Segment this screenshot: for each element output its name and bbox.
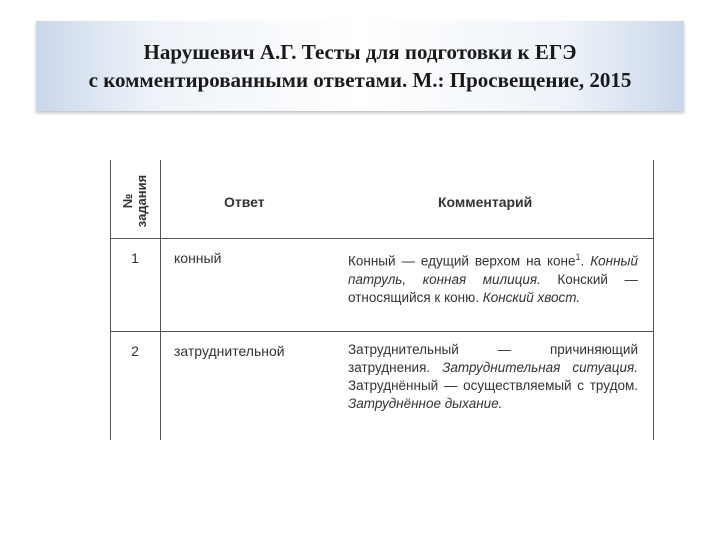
table-right-border: [653, 160, 654, 440]
slide-title-line-1: Нарушевич А.Г. Тесты для подготовки к ЕГЭ: [143, 40, 577, 64]
comment-example: Затруднённое дыхание.: [348, 396, 503, 411]
row-number: 1: [131, 250, 139, 266]
row-comment: [348, 341, 638, 413]
comment-definition: Затруднённый — осуществляемый с трудом.: [348, 378, 638, 393]
header-comment: Комментарий: [438, 194, 533, 210]
comment-definition: Конный — едущий верхом на коне: [348, 253, 576, 269]
comment-example: Конский хвост.: [482, 289, 581, 305]
row-answer: затруднительной: [174, 343, 285, 359]
header-task-number: [112, 164, 158, 238]
header-answer: Ответ: [224, 194, 265, 210]
comment-definition: Затруднительный — причиняющий затруднения.: [348, 342, 638, 375]
comment-example: Затруднительная ситуация.: [442, 360, 638, 375]
table-left-border: [110, 160, 111, 440]
header-number-sign: №: [120, 193, 135, 209]
comment-footnote-mark: 1: [575, 252, 581, 262]
row-answer: конный: [174, 250, 222, 266]
table-header-divider: [110, 238, 654, 239]
row-number: 2: [131, 343, 139, 359]
answer-table: [110, 160, 654, 440]
comment-example: Конный патруль, конная милиция.: [348, 253, 638, 287]
row-comment: [348, 248, 638, 307]
header-number-word: задания: [134, 174, 149, 228]
comment-definition: Конский — относящийся к коню.: [348, 271, 638, 305]
slide-title: [36, 21, 684, 111]
table-column-divider: [160, 160, 161, 440]
comment-definition-end: .: [580, 253, 585, 269]
table-row-divider: [110, 331, 654, 332]
slide-title-line-2: с комментированными ответами. М.: Просвещение, 2015: [88, 68, 632, 92]
